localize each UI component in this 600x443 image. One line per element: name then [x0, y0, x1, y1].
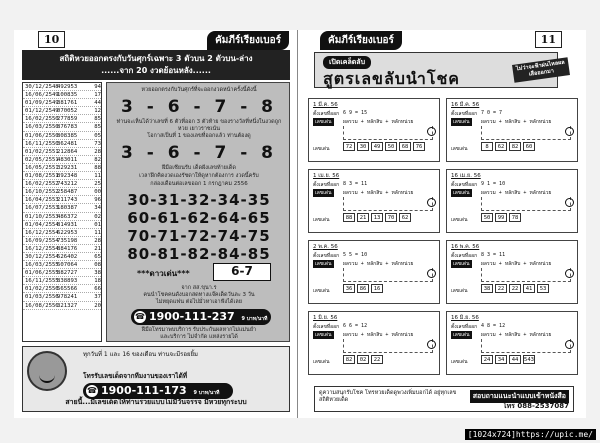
- check-circle-icon: [427, 269, 436, 278]
- card-date: 16 มิ.ย. 56: [451, 315, 479, 321]
- page-number: 11: [535, 31, 562, 48]
- check-circle-icon: [565, 340, 574, 349]
- two-digit: 96: [94, 197, 101, 204]
- history-row: [23, 221, 101, 229]
- hotline-1[interactable]: [131, 309, 271, 325]
- card-label-highlight: เลขเด่น: [453, 332, 470, 338]
- two-digit: 85: [94, 124, 101, 131]
- result-value: 30: [357, 142, 369, 151]
- formula-card: [446, 311, 578, 375]
- hotline-rate: 9 บาท/นาที: [193, 390, 220, 396]
- page-title: สูตรเลขลับนำโชค: [323, 69, 460, 88]
- combo-line: 60-61-62-64-65: [127, 209, 271, 227]
- card-date: 16 มี.ค. 56: [451, 102, 480, 108]
- magazine-name: คัมภีร์เรียงเบอร์: [207, 31, 289, 50]
- card-date: 1 มี.ค. 56: [313, 102, 338, 108]
- result-label: เลขเด่น: [451, 288, 468, 294]
- contact-heading: สอบถามแนะนำแบบเข้าหนังสือ: [470, 390, 569, 403]
- result-value: 36: [343, 284, 355, 293]
- first-prize: 277859: [57, 116, 78, 123]
- ad-text: ทุกวันที่ 1 และ 16 ของเดือน ท่านจะมีรอยยิ้ม: [83, 351, 198, 358]
- history-row: [23, 91, 101, 99]
- history-row: [23, 277, 101, 285]
- hotline-ad: [22, 346, 290, 412]
- first-prize: 321327: [57, 302, 78, 309]
- first-prize: 735198: [57, 237, 78, 244]
- formula-connector-lines: [481, 126, 571, 140]
- check-circle-icon: [565, 269, 574, 278]
- promo-text: เวลาฝึกคิดงวดเองรัชดาให้ดูหากต้องการ งวดนี้ครับ: [139, 173, 259, 179]
- result-values: [481, 355, 535, 364]
- formula-card: [446, 169, 578, 233]
- banner-line: ......จาก 20 งวดย้อนหลัง......: [101, 66, 211, 75]
- promo-text: ไม่หยุดแฟน ต่อไปมั่วหาเอาฟังได้เลย: [156, 299, 242, 305]
- card-date: 16 พ.ค. 56: [451, 244, 480, 250]
- formula-title-box: [314, 52, 566, 88]
- two-digit: 05: [94, 132, 101, 139]
- page-number: 10: [38, 31, 65, 48]
- card-date: 1 เม.ย. 56: [313, 173, 340, 179]
- lucky-digits: 3 - 6 - 7 - 8: [121, 143, 277, 163]
- two-digit: 11: [94, 173, 101, 180]
- draw-date: 16/12/2554: [25, 245, 59, 252]
- card-formula: ผลรวม + หลักสิบ + หลักหน่วย: [481, 261, 552, 267]
- right-page: [302, 30, 586, 418]
- card-formula: ผลรวม + หลักสิบ + หลักหน่วย: [343, 190, 414, 196]
- card-formula: ผลรวม + หลักสิบ + หลักหน่วย: [481, 119, 552, 125]
- formula-connector-lines: [343, 126, 433, 140]
- first-prize: 180387: [57, 205, 78, 212]
- contact-text: ดูความสนุกรับโชค โทรหวยเด็ดดูพวงเพิ่มบอกได้ อยู่ทุกเลข สถิติหวยเด็ด: [319, 390, 457, 403]
- card-label-highlight: เลขเด่น: [315, 119, 332, 125]
- kicker: เปิดเคล็ดลับ: [323, 56, 371, 69]
- card-label: ตั้งเลขที่ออก: [451, 182, 478, 188]
- combo-line: 30-31-32-34-35: [127, 191, 271, 209]
- card-label-highlight: เลขเด่น: [453, 261, 470, 267]
- promo-text: จาก สส.ขุนา.ร: [181, 285, 217, 291]
- formula-connector-lines: [481, 197, 571, 211]
- result-value: 70: [385, 213, 397, 222]
- draw-date: 01/06/2550: [25, 132, 59, 139]
- history-row: [23, 204, 101, 212]
- history-row: [23, 229, 101, 237]
- draw-date: 16/04/2553: [25, 197, 59, 204]
- card-label-highlight: เลขเด่น: [315, 332, 332, 338]
- card-formula: 6 6 = 12: [343, 323, 368, 329]
- formula-connector-lines: [343, 268, 433, 282]
- result-label: เลขเด่น: [451, 217, 468, 223]
- result-value: 22: [495, 284, 507, 293]
- first-prize: 622953: [57, 229, 78, 236]
- two-digit: 38: [94, 270, 101, 277]
- check-circle-icon: [427, 198, 436, 207]
- promo-panel: [106, 82, 290, 342]
- result-values: [481, 213, 521, 222]
- two-digit: 44: [94, 100, 101, 107]
- right-header: [302, 30, 586, 48]
- result-value: 02: [357, 355, 369, 364]
- promo-text: หวยออกตรงกับวันศุกร์ที่จะออกงวดหน้าครั้งนี้ดังนี้: [141, 87, 257, 93]
- formula-card: [308, 240, 440, 304]
- card-label: ตั้งเลขที่ออก: [451, 253, 478, 259]
- hotline-number: 1900-111-237: [149, 310, 235, 323]
- history-row: [23, 172, 101, 180]
- promo-text: โอกาสเป็นที่ 1 ของเลขที่ออกแล้ว ท่านต้องดู: [147, 133, 251, 139]
- card-label: ตั้งเลขที่ออก: [313, 324, 340, 330]
- contact-box: [314, 386, 574, 412]
- card-formula: 9 1 = 10: [481, 181, 506, 187]
- result-label: เลขเด่น: [313, 359, 330, 365]
- left-header: [14, 30, 297, 48]
- two-digit: 34: [94, 205, 101, 212]
- formula-connector-lines: [481, 268, 571, 282]
- two-digit: 18: [94, 278, 101, 285]
- promo-text: ท่านจะเห็นได้ว่าเลขที่ 6 ตัวที่ออก 3 ตัวท้าย ของรางวัลที่หนึ่งในงวดถูกหวย เยาวราชเน้น: [116, 119, 282, 132]
- first-prize: 492953: [57, 84, 78, 90]
- first-prize: 876783: [57, 124, 78, 131]
- draw-date: 16/03/2555: [25, 262, 59, 269]
- result-value: 50: [385, 142, 397, 151]
- draw-date: 30/12/2548: [25, 84, 59, 90]
- result-value: 72: [343, 142, 355, 151]
- two-digit: 02: [94, 213, 101, 220]
- history-row: [23, 123, 101, 131]
- card-formula: 6 9 = 15: [343, 110, 368, 116]
- formula-card: [308, 98, 440, 162]
- card-formula: 5 5 = 10: [343, 252, 368, 258]
- two-digit: 82: [94, 156, 101, 163]
- result-value: 49: [371, 142, 383, 151]
- check-circle-icon: [565, 198, 574, 207]
- result-value: 41: [523, 284, 535, 293]
- first-prize: 565566: [57, 286, 78, 293]
- draw-date: 01/10/2553: [25, 213, 59, 220]
- phone-icon: ☎: [87, 386, 97, 395]
- result-value: 76: [413, 142, 425, 151]
- result-values: [343, 284, 383, 293]
- draw-date: 01/06/2555: [25, 270, 59, 277]
- card-formula: ผลรวม + หลักสิบ + หลักหน่วย: [343, 332, 414, 338]
- history-row: [23, 180, 101, 188]
- card-date: 2 พ.ค. 56: [313, 244, 338, 250]
- result-value: 62: [399, 213, 411, 222]
- first-prize: 892348: [57, 173, 78, 180]
- draw-date: 16/06/2549: [25, 92, 59, 99]
- result-value: 82: [343, 355, 355, 364]
- formula-connector-lines: [343, 339, 433, 353]
- first-prize: 070052: [57, 108, 78, 115]
- magazine-name: คัมภีร์เรียงเบอร์: [320, 31, 402, 50]
- card-formula: ผลรวม + หลักสิบ + หลักหน่วย: [481, 190, 552, 196]
- card-date: 16 เม.ย. 56: [451, 173, 481, 179]
- first-prize: 381761: [57, 100, 78, 107]
- card-label: ตั้งเลขที่ออก: [313, 182, 340, 188]
- result-value: 86: [357, 284, 369, 293]
- history-row: [23, 196, 101, 204]
- draw-date: 16/02/2550: [25, 116, 59, 123]
- first-prize: 882727: [57, 270, 78, 277]
- result-value: 24: [481, 355, 493, 364]
- promo-text: คนนำโชคคนดังบอกสดทางแจ๊คเด็ดวันละ 3 วัน: [143, 292, 255, 298]
- history-row: [23, 148, 101, 156]
- left-page: [14, 30, 298, 418]
- card-label-highlight: เลขเด่น: [453, 119, 470, 125]
- promo-text: ฝีมือโทรมาพบบริการ รับประกันผลหากไม่แม่นยำ: [141, 327, 257, 333]
- card-label: ตั้งเลขที่ออก: [313, 111, 340, 117]
- history-row: [23, 293, 101, 301]
- first-prize: 486372: [57, 213, 78, 220]
- draw-date: 01/03/2556: [25, 294, 59, 301]
- two-digit: 65: [94, 253, 101, 260]
- first-prize: 211743: [57, 197, 78, 204]
- result-label: เลขเด่น: [313, 146, 330, 152]
- card-formula: 8 3 = 11: [481, 252, 506, 258]
- history-row: [23, 253, 101, 261]
- draw-date: 02/05/2551: [25, 156, 59, 163]
- card-label-highlight: เลขเด่น: [315, 190, 332, 196]
- card-formula: 7 0 = 7: [481, 110, 503, 116]
- stats-banner: [22, 50, 290, 80]
- history-row: [23, 115, 101, 123]
- card-formula: ผลรวม + หลักสิบ + หลักหน่วย: [481, 332, 552, 338]
- check-circle-icon: [565, 127, 574, 136]
- first-prize: 212864: [57, 148, 78, 155]
- ad-footer: สายนี้...มีเลขเด็ดให้ท่านรวยแบบไม่มีวันจรรจ มีหวยทุกระบบ: [65, 398, 247, 406]
- two-digit: 08: [94, 262, 101, 269]
- two-digit: 37: [94, 294, 101, 301]
- two-digit: 12: [94, 108, 101, 115]
- two-digit: 25: [94, 181, 101, 188]
- card-label: ตั้งเลขที่ออก: [451, 111, 478, 117]
- result-value: 62: [495, 142, 507, 151]
- two-digit: 28: [94, 148, 101, 155]
- result-label: เลขเด่น: [451, 359, 468, 365]
- two-digit: 85: [94, 116, 101, 123]
- history-row: [23, 269, 101, 277]
- result-value: 53: [537, 284, 549, 293]
- result-values: [481, 284, 549, 293]
- history-row: [23, 188, 101, 196]
- history-row: [23, 156, 101, 164]
- formula-connector-lines: [343, 197, 433, 211]
- first-prize: 329231: [57, 164, 78, 171]
- side-badge: ไม่ว่าจะฟ้าฝนไหลผลเสือออกมา: [512, 57, 570, 83]
- result-value: 8: [481, 142, 493, 151]
- contact-phone[interactable]: โทร 088-2537087: [502, 402, 569, 410]
- history-row: [23, 164, 101, 172]
- two-digit: 73: [94, 140, 101, 147]
- history-row: [23, 237, 101, 245]
- combo-line: 80-81-82-84-85: [127, 245, 271, 263]
- two-digit: 21: [94, 245, 101, 252]
- result-label: เลขเด่น: [451, 146, 468, 152]
- history-row: [23, 140, 101, 148]
- two-digit: 28: [94, 237, 101, 244]
- draw-date: 01/12/2549: [25, 108, 59, 115]
- first-prize: 100835: [57, 92, 78, 99]
- result-values: [481, 142, 535, 151]
- result-value: 22: [509, 284, 521, 293]
- card-label-highlight: เลขเด่น: [315, 261, 332, 267]
- draw-date: 16/03/2550: [25, 124, 59, 131]
- draw-date: 16/08/2556: [25, 302, 59, 309]
- first-prize: 526402: [57, 253, 78, 260]
- hotline-rate: 9 บาท/นาที: [241, 316, 268, 322]
- history-table: [22, 82, 102, 342]
- image-source-watermark: [1024x724]https://upic.me/: [465, 429, 596, 440]
- draw-date: 16/11/2555: [25, 278, 59, 285]
- result-value: 34: [495, 355, 507, 364]
- card-formula: ผลรวม + หลักสิบ + หลักหน่วย: [343, 261, 414, 267]
- promo-text: ฝีมือเซียนรับ เด็ดฝังเลขท้ายเด็ด: [162, 165, 236, 171]
- card-label-highlight: เลขเด่น: [453, 190, 470, 196]
- result-label: เลขเด่น: [313, 288, 330, 294]
- card-date: 1 มิ.ย. 56: [313, 315, 338, 321]
- draw-date: 01/04/2554: [25, 221, 59, 228]
- promo-text: กล่องเดือนต่อเลขออก 1 กรกฎาคม 2556: [150, 181, 248, 187]
- star-label: ***ดาวเด่น***: [137, 269, 190, 278]
- result-value: 50: [481, 213, 493, 222]
- two-digit: 01: [94, 221, 101, 228]
- draw-date: 30/12/2554: [25, 253, 59, 260]
- result-value: 21: [357, 213, 369, 222]
- history-row: [23, 261, 101, 269]
- first-prize: 814931: [57, 221, 78, 228]
- card-label: ตั้งเลขที่ออก: [451, 324, 478, 330]
- draw-date: 16/09/2554: [25, 237, 59, 244]
- history-row: [23, 302, 101, 310]
- draw-date: 16/11/2550: [25, 140, 59, 147]
- result-value: 68: [399, 142, 411, 151]
- result-value: 13: [371, 213, 383, 222]
- history-row: [23, 99, 101, 107]
- first-prize: 838893: [57, 278, 78, 285]
- first-prize: 808385: [57, 132, 78, 139]
- card-formula: 8 3 = 11: [343, 181, 368, 187]
- two-digit: 20: [94, 302, 101, 309]
- formula-card: [446, 98, 578, 162]
- result-value: 22: [371, 355, 383, 364]
- two-digit: 00: [94, 189, 101, 196]
- history-row: [23, 213, 101, 221]
- result-value: 99: [495, 213, 507, 222]
- first-prize: 483011: [57, 156, 78, 163]
- draw-date: 16/05/2551: [25, 164, 59, 171]
- result-value: 16: [371, 284, 383, 293]
- result-value: 44: [509, 355, 521, 364]
- formula-card: [308, 311, 440, 375]
- magazine-spread: [14, 30, 586, 418]
- first-prize: 258487: [57, 189, 78, 196]
- star-number: 6-7: [213, 263, 271, 281]
- smiling-sun-icon: [27, 351, 67, 391]
- result-values: [343, 142, 425, 151]
- card-formula: ผลรวม + หลักสิบ + หลักหน่วย: [343, 119, 414, 125]
- check-circle-icon: [427, 127, 436, 136]
- formula-card: [446, 240, 578, 304]
- draw-date: 16/12/2554: [25, 229, 59, 236]
- history-row: [23, 245, 101, 253]
- result-value: 78: [509, 213, 521, 222]
- two-digit: 88: [94, 164, 101, 171]
- draw-date: 16/07/2553: [25, 205, 59, 212]
- result-value: 543: [524, 357, 534, 363]
- lucky-digits: 3 - 6 - 7 - 8: [121, 97, 277, 117]
- first-prize: 978241: [57, 294, 78, 301]
- first-prize: 743212: [57, 181, 78, 188]
- result-value: 38: [481, 284, 493, 293]
- result-values: [343, 213, 411, 222]
- history-row: [23, 132, 101, 140]
- card-formula: 4 8 = 12: [481, 323, 506, 329]
- hotline-number: 1900-111-173: [101, 384, 187, 397]
- formula-connector-lines: [481, 339, 571, 353]
- draw-date: 16/02/2552: [25, 181, 59, 188]
- draw-date: 01/09/2549: [25, 100, 59, 107]
- result-values: [343, 355, 383, 364]
- result-value: 82: [509, 142, 521, 151]
- result-value: 88: [343, 213, 355, 222]
- first-prize: 884176: [57, 245, 78, 252]
- two-digit: 94: [94, 84, 101, 90]
- check-circle-icon: [427, 340, 436, 349]
- history-row: [23, 83, 101, 91]
- card-label: ตั้งเลขที่ออก: [313, 253, 340, 259]
- result-value: 60: [523, 142, 535, 151]
- history-row: [23, 107, 101, 115]
- banner-line: สถิติหวยออกตรงกับวันศุกร์เฉพาะ 3 ตัวบน 2 ตัวบน-ล่าง: [59, 54, 253, 63]
- draw-date: 16/10/2552: [25, 189, 59, 196]
- history-row: [23, 285, 101, 293]
- draw-date: 01/08/2551: [25, 173, 59, 180]
- first-prize: 607064: [57, 262, 78, 269]
- combo-line: 70-71-72-74-75: [127, 227, 271, 245]
- phone-icon: ☎: [135, 312, 145, 321]
- formula-card: [308, 169, 440, 233]
- promo-text: และบริการ ไม่จำกัด แหล่งรายได้: [160, 334, 238, 340]
- two-digit: 11: [94, 229, 101, 236]
- two-digit: 17: [94, 92, 101, 99]
- two-digit: 66: [94, 286, 101, 293]
- draw-date: 01/02/2556: [25, 286, 59, 293]
- ad-strong-text: โทรรับเลขเด็ดจากทีมงานของเราได้ที่: [83, 372, 188, 380]
- result-label: เลขเด่น: [313, 217, 330, 223]
- first-prize: 362481: [57, 140, 78, 147]
- draw-date: 01/02/2551: [25, 148, 59, 155]
